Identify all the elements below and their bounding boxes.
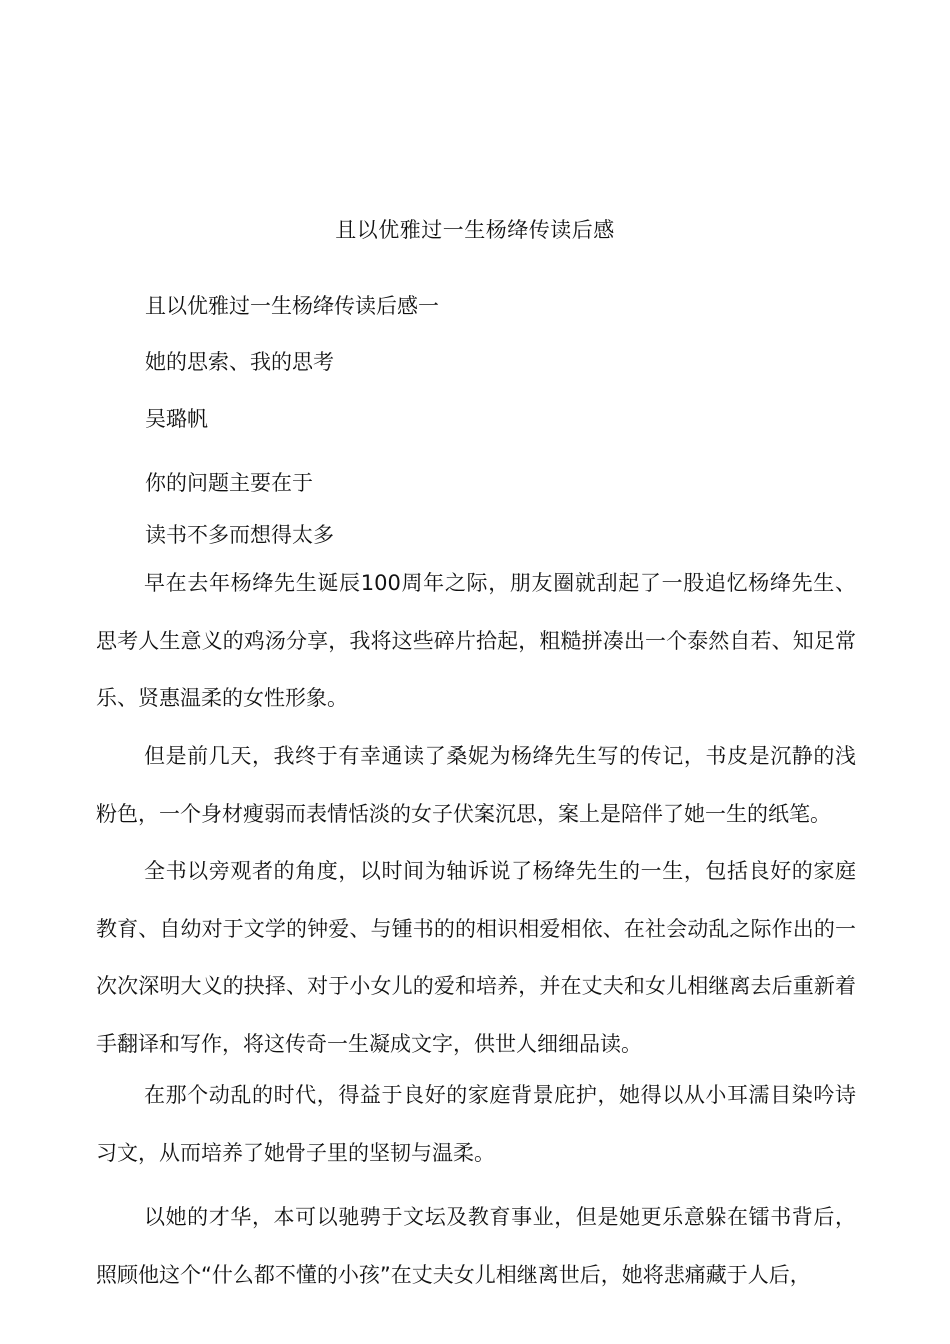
- paragraph: 全书以旁观者的角度，以时间为轴诉说了杨绛先生的一生，包括良好的家庭教育、自幼对于文学的钟爱、与锺书的的相识相爱相依、在社会动乱之际作出的一次次深明大义的抉择、对于小女儿的爱和培养，并在丈夫和女儿相继离去后重新着手翻译和写作，将这传奇一生凝成文字，供世人细细品读。: [96, 859, 856, 1056]
- document-title: 且以优雅过一生杨绛传读后感: [335, 218, 615, 242]
- paragraph: 但是前几天，我终于有幸通读了桑妮为杨绛先生写的传记，书皮是沉静的浅粉色，一个身材瘦弱而表情恬淡的女子伏案沉思，案上是陪伴了她一生的纸笔。: [96, 744, 856, 826]
- paragraph: 在那个动乱的时代，得益于良好的家庭背景庇护，她得以从小耳濡目染吟诗习文，从而培养了她骨子里的坚韧与温柔。: [96, 1083, 856, 1165]
- quote-line: 你的问题主要在于: [145, 471, 313, 495]
- paragraph: 以她的才华，本可以驰骋于文坛及教育事业，但是她更乐意躲在镭书背后，照顾他这个“什么都不懂的小孩”在丈夫女儿相继离世后，她将悲痛藏于人后，: [96, 1205, 856, 1287]
- paragraph: 早在去年杨绛先生诞辰100周年之际，朋友圈就刮起了一股追忆杨绛先生、思考人生意义的鸡汤分享，我将这些碎片拾起，粗糙拼凑出一个泰然自若、知足常乐、贤惠温柔的女性形象。: [96, 571, 856, 710]
- author-name: 吴璐帆: [145, 407, 208, 431]
- section-heading: 且以优雅过一生杨绛传读后感一: [145, 294, 439, 318]
- section-subtitle: 她的思索、我的思考: [145, 350, 334, 374]
- quote-line: 读书不多而想得太多: [145, 523, 334, 547]
